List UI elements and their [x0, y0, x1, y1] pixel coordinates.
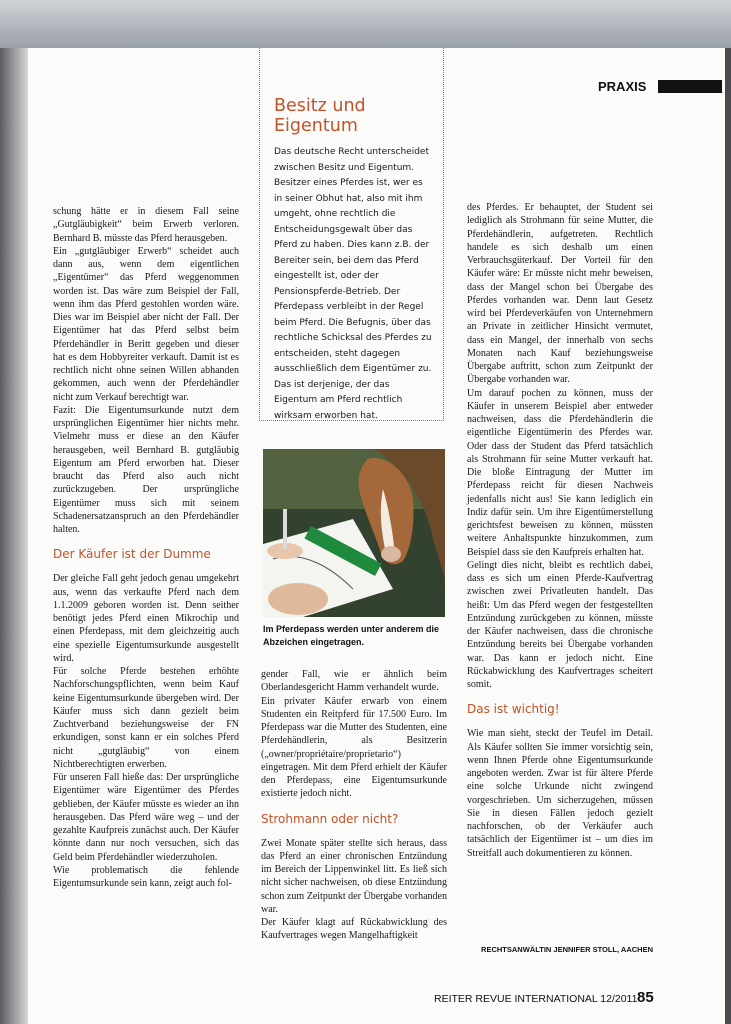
paragraph: Für unseren Fall hieße das: Der ursprüngliche Eigentümer wäre Eigentümer des Pferdes geblieben, der Käufer müsste es wieder an ihn herausgeben. Das Pferd wäre weg – und der gezahlte Kaufpreis zunächst auch. Der Käufer könnte dann nur noch versuchen, sich das Geld beim Pferdehändler wiederzuholen.: [53, 772, 239, 863]
section-label: PRAXIS: [598, 79, 647, 94]
horse-photo: [263, 449, 445, 617]
paragraph: Wie man sieht, steckt der Teufel im Detail. Als Käufer sollten Sie immer vorsichtig sein, wenn Ihnen Pferde ohne Eigentumsurkunde angeboten werden. Zwar ist für ältere Pferde eine solche Urkunde nicht zwingend vorgeschrieben. Um sicherzugehen, müssen Sie in diesen Fällen jedoch gezielt nachforschen, ob der Verkäufer auch tatsächlich der Eigentümer ist – um dies im Streitfall auch dokumentieren zu können.: [467, 728, 653, 859]
paragraph: Um darauf pochen zu können, muss der Käufer in unserem Beispiel aber entweder nachweisen, dass die Pferdehändlerin die eigentliche Eigentümerin des Pferdes war. Oder dass der Student das Pferd tatsächlich als Strohmann für seine Mutter verkauft hat. Die bloße Eintragung der Mutter im Pferdepass reicht für diesen Nachweis jedenfalls nicht aus! Sie kann lediglich ein Indiz dafür sein. Um ihre Eigentümerstellung gerichtsfest beweisen zu können, müssten weitere Anhaltspunkte hinzukommen, zum Beispiel dass sie den Kaufpreis erhalten hat.: [467, 387, 653, 558]
column-1-top: [53, 205, 239, 890]
subheading: Strohmann oder nicht?: [261, 811, 399, 826]
page-gutter-shadow: [0, 48, 28, 1024]
author-credit: RECHTSANWÄLTIN JENNIFER STOLL, AACHEN: [481, 945, 653, 954]
column-2: [261, 668, 447, 943]
page-number: 85: [637, 989, 654, 1006]
paragraph: Zwei Monate später stellte sich heraus, dass das Pferd an einer chronischen Entzündung im Bereich der Lippenwinkel litt. Es ließ sich nicht sicher nachweisen, ob diese Entzündung schon zum Zeitpunkt der Übergabe vorhanden war.: [261, 837, 447, 915]
paragraph: Der gleiche Fall geht jedoch genau umgekehrt aus, wenn das verkaufte Pferd nach dem 1.1.2009 geboren worden ist. Denn seither benötigt jedes Pferd einen Mikrochip und einen Pferdepass, mit dem gleichzeitig auch eine spezielle Eigentumsurkunde ausgestellt wird.: [53, 573, 239, 664]
paragraph: Ein privater Käufer erwarb von einem Studenten ein Reitpferd für 17.500 Euro. Im Pferdepass war die Mutter des Studenten, eine Pferdehändlerin, als Besitzerin („owner/propriétaire/proprietario“) eingetragen. Mit dem Pferd erhielt der Käufer den Pferdepass, eine Eigentumsurkunde existierte jedoch nicht.: [261, 695, 447, 800]
column-3: [467, 201, 653, 860]
paragraph: Gelingt dies nicht, bleibt es rechtlich dabei, dass es sich um einen Pferde-Kaufvertrag zwischen zwei Privatleuten handelt. Das heißt: Um das Pferd wegen der festgestellten Entzündung zurückgeben zu können, müsste der Käufer nachweisen, dass die chronische Entzündung bereits bei Übergabe vorhanden war. Das kann er jedoch nicht. Eine Rückabwicklung des Kaufvertrages scheitert somit.: [467, 559, 653, 690]
scanner-background: [0, 0, 731, 48]
paragraph: Ein „gutgläubiger Erwerb“ scheidet auch dann aus, wenn dem eigentlichen „Eigentümer“ das Pferd weggenommen worden ist. Das wäre zum Beispiel der Fall, wenn ihm das Pferd gestohlen worden wäre. Dies war im Beispiel aber nicht der Fall. Der Eigentümer hat das Pferd selbst beim Pferdehändler in Beritt gegeben und dieser hat es dem Hobbyreiter verkauft. Damit ist es rechtlich nicht ohne seinen Willen abhanden gekommen, auch wenn der Pferdehändler nicht zum Verkauf berechtigt war.: [53, 245, 239, 403]
paragraph: Der Käufer klagt auf Rückabwicklung des Kaufvertrages wegen Mangelhaftigkeit: [261, 917, 447, 942]
paragraph: Wie problematisch die fehlende Eigentumsurkunde sein kann, zeigt auch fol-: [53, 864, 239, 889]
photo-caption: Im Pferdepass werden unter anderem die Abzeichen eingetragen.: [263, 624, 440, 647]
paragraph: des Pferdes. Er behauptet, der Student sei lediglich als Strohmann für seine Mutter, die Pferdehändlerin, aufgetreten. Rechtlich handele es sich deshalb um einen Verbrauchsgüterkauf. Der Vorteil für den Käufer wäre: Er müsste nicht mehr beweisen, dass der Mangel schon bei Übergabe des Pferdes vorhanden war. Denn laut Gesetz wird bei Pferdeverkäufen von Unternehmern an Private in zeitlicher Hinsicht vermutet, dass ein Mangel, der innerhalb von sechs Monaten nach Kauf beziehungsweise Übergabe auftritt, schon zum Zeitpunkt der Übergabe vorhanden war.: [467, 202, 653, 386]
footer-magazine: REITER REVUE INTERNATIONAL 12/2011: [434, 993, 638, 1005]
section-bar: [658, 80, 722, 93]
info-box-text: Das deutsche Recht unterscheidet zwischen Besitz und Eigentum. Besitzer eines Pferdes ist, wer es in seiner Obhut hat, also mit ihm umgeht, ohne rechtlich die Entscheidungsgewalt über das Pferd zu haben. Dies kann z.B. der Bereiter sein, bei dem das Pferd eingestellt ist, oder der Pensionspferde-Betrieb. Der Pferdepass verbleibt in der Regel beim Pferd. Die Befugnis, über das rechtliche Schicksal des Pferdes zu entscheiden, steht dagegen ausschließlich dem Eigentümer zu. Das ist derjenige, der das Eigentum am Pferd rechtlich wirksam erworben hat.: [274, 147, 432, 421]
paragraph: schung hätte er in diesem Fall seine „Gutgläubigkeit“ beim Erwerb verloren. Bernhard B. müsste das Pferd herausgeben.: [53, 206, 239, 244]
info-box-title: Besitz und Eigentum: [274, 96, 366, 136]
subheading: Das ist wichtig!: [467, 702, 560, 717]
paragraph: gender Fall, wie er ähnlich beim Oberlandesgericht Hamm verhandelt wurde.: [261, 669, 447, 694]
subheading: Der Käufer ist der Dumme: [53, 547, 211, 562]
horse-photo-illustration: [263, 449, 445, 617]
paragraph: Für solche Pferde bestehen erhöhte Nachforschungspflichten, wenn beim Kauf keine Eigentumsurkunde übergeben wird. Der Käufer muss sich dann gezielt beim Zuchtverband beziehungsweise der FN erkundigen, sonst kann er ein solches Pferd nicht „gutgläubig“ von einem Nichtberechtigten erwerben.: [53, 666, 239, 770]
paragraph: Fazit: Die Eigentumsurkunde nutzt dem ursprünglichen Eigentümer hier nichts mehr. Vielmehr muss er diese an den Käufer herausgeben, weil Bernhard B. gutgläubig Eigentum am Pferd erworben hat. Dieser braucht das Pferd also auch nicht zurückzugeben. Der ursprüngliche Eigentümer muss sich mit seinem Schadenersatzanspruch an den Pferdehändler halten.: [53, 404, 239, 535]
info-box: [259, 48, 444, 421]
